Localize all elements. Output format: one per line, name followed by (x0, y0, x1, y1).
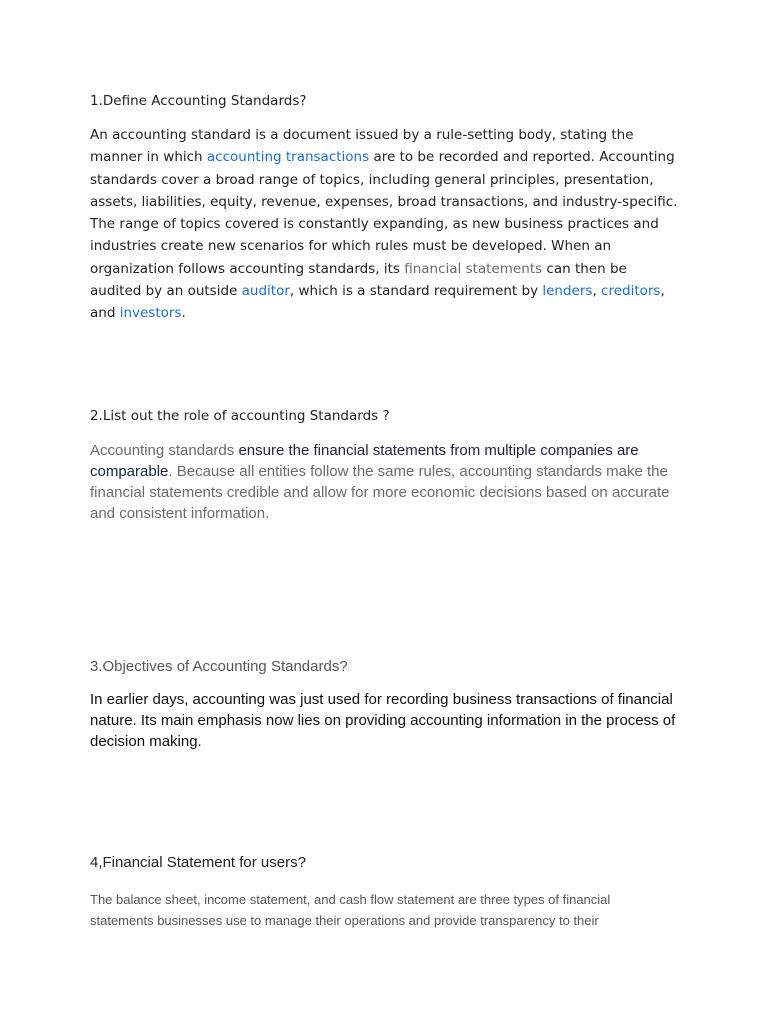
financial-statements-text: financial statements (404, 260, 543, 277)
separator-1: , (592, 283, 602, 300)
section-1-text-4: , which is a standard requirement by (289, 283, 543, 300)
section-1-body (90, 124, 680, 325)
section-3-heading: 3.Objectives of Accounting Standards? (90, 658, 348, 675)
section-1-heading: 1.Define Accounting Standards? (90, 93, 307, 109)
section-2-rest: . Because all entities follow the same rules, accounting standards make the financial statements credible and allow for more economic decisions based on accurate and consistent information. (90, 463, 670, 522)
section-1-text-5: . (181, 305, 186, 322)
section-3-body: In earlier days, accounting was just used for recording business transactions of financial nature. Its main emphasis now lies on providing accounting information in the process of decision making. (90, 691, 676, 750)
accounting-transactions-link[interactable]: accounting transactions (206, 149, 370, 166)
creditors-link[interactable]: creditors (601, 283, 661, 300)
section-2-lead: Accounting standards (90, 442, 239, 459)
lenders-link[interactable]: lenders (542, 283, 593, 300)
section-1-text-1: An accounting standard is a document issued by a rule-setting body, stating the manner in which (90, 127, 634, 166)
section-1-text-2: are to be recorded and reported. Accounting standards cover a broad range of topics, including general principles, presentation, assets, liabilities, equity, revenue, expenses, broad transactions, and industry-specific. The range of topics covered is constantly expanding, as new business practices and industries create new scenarios for which rules must be developed. When an organization follows accounting standards, its (90, 149, 678, 277)
section-2-body (90, 440, 680, 524)
section-4-body: The balance sheet, income statement, and cash flow statement are three types of financial statements businesses use to manage their operations and provide transparency to their (90, 892, 611, 928)
investors-link[interactable]: investors (119, 305, 182, 322)
section-1-text-3: can then be audited by an outside (90, 260, 627, 300)
auditor-link[interactable]: auditor (241, 283, 290, 300)
section-2-emphasis: ensure the financial statements from multiple companies are comparable (90, 442, 639, 480)
section-4-heading: 4,Financial Statement for users? (90, 854, 306, 871)
separator-2: , and (90, 283, 665, 322)
section-2-heading: 2.List out the role of accounting Standards ? (90, 408, 390, 424)
